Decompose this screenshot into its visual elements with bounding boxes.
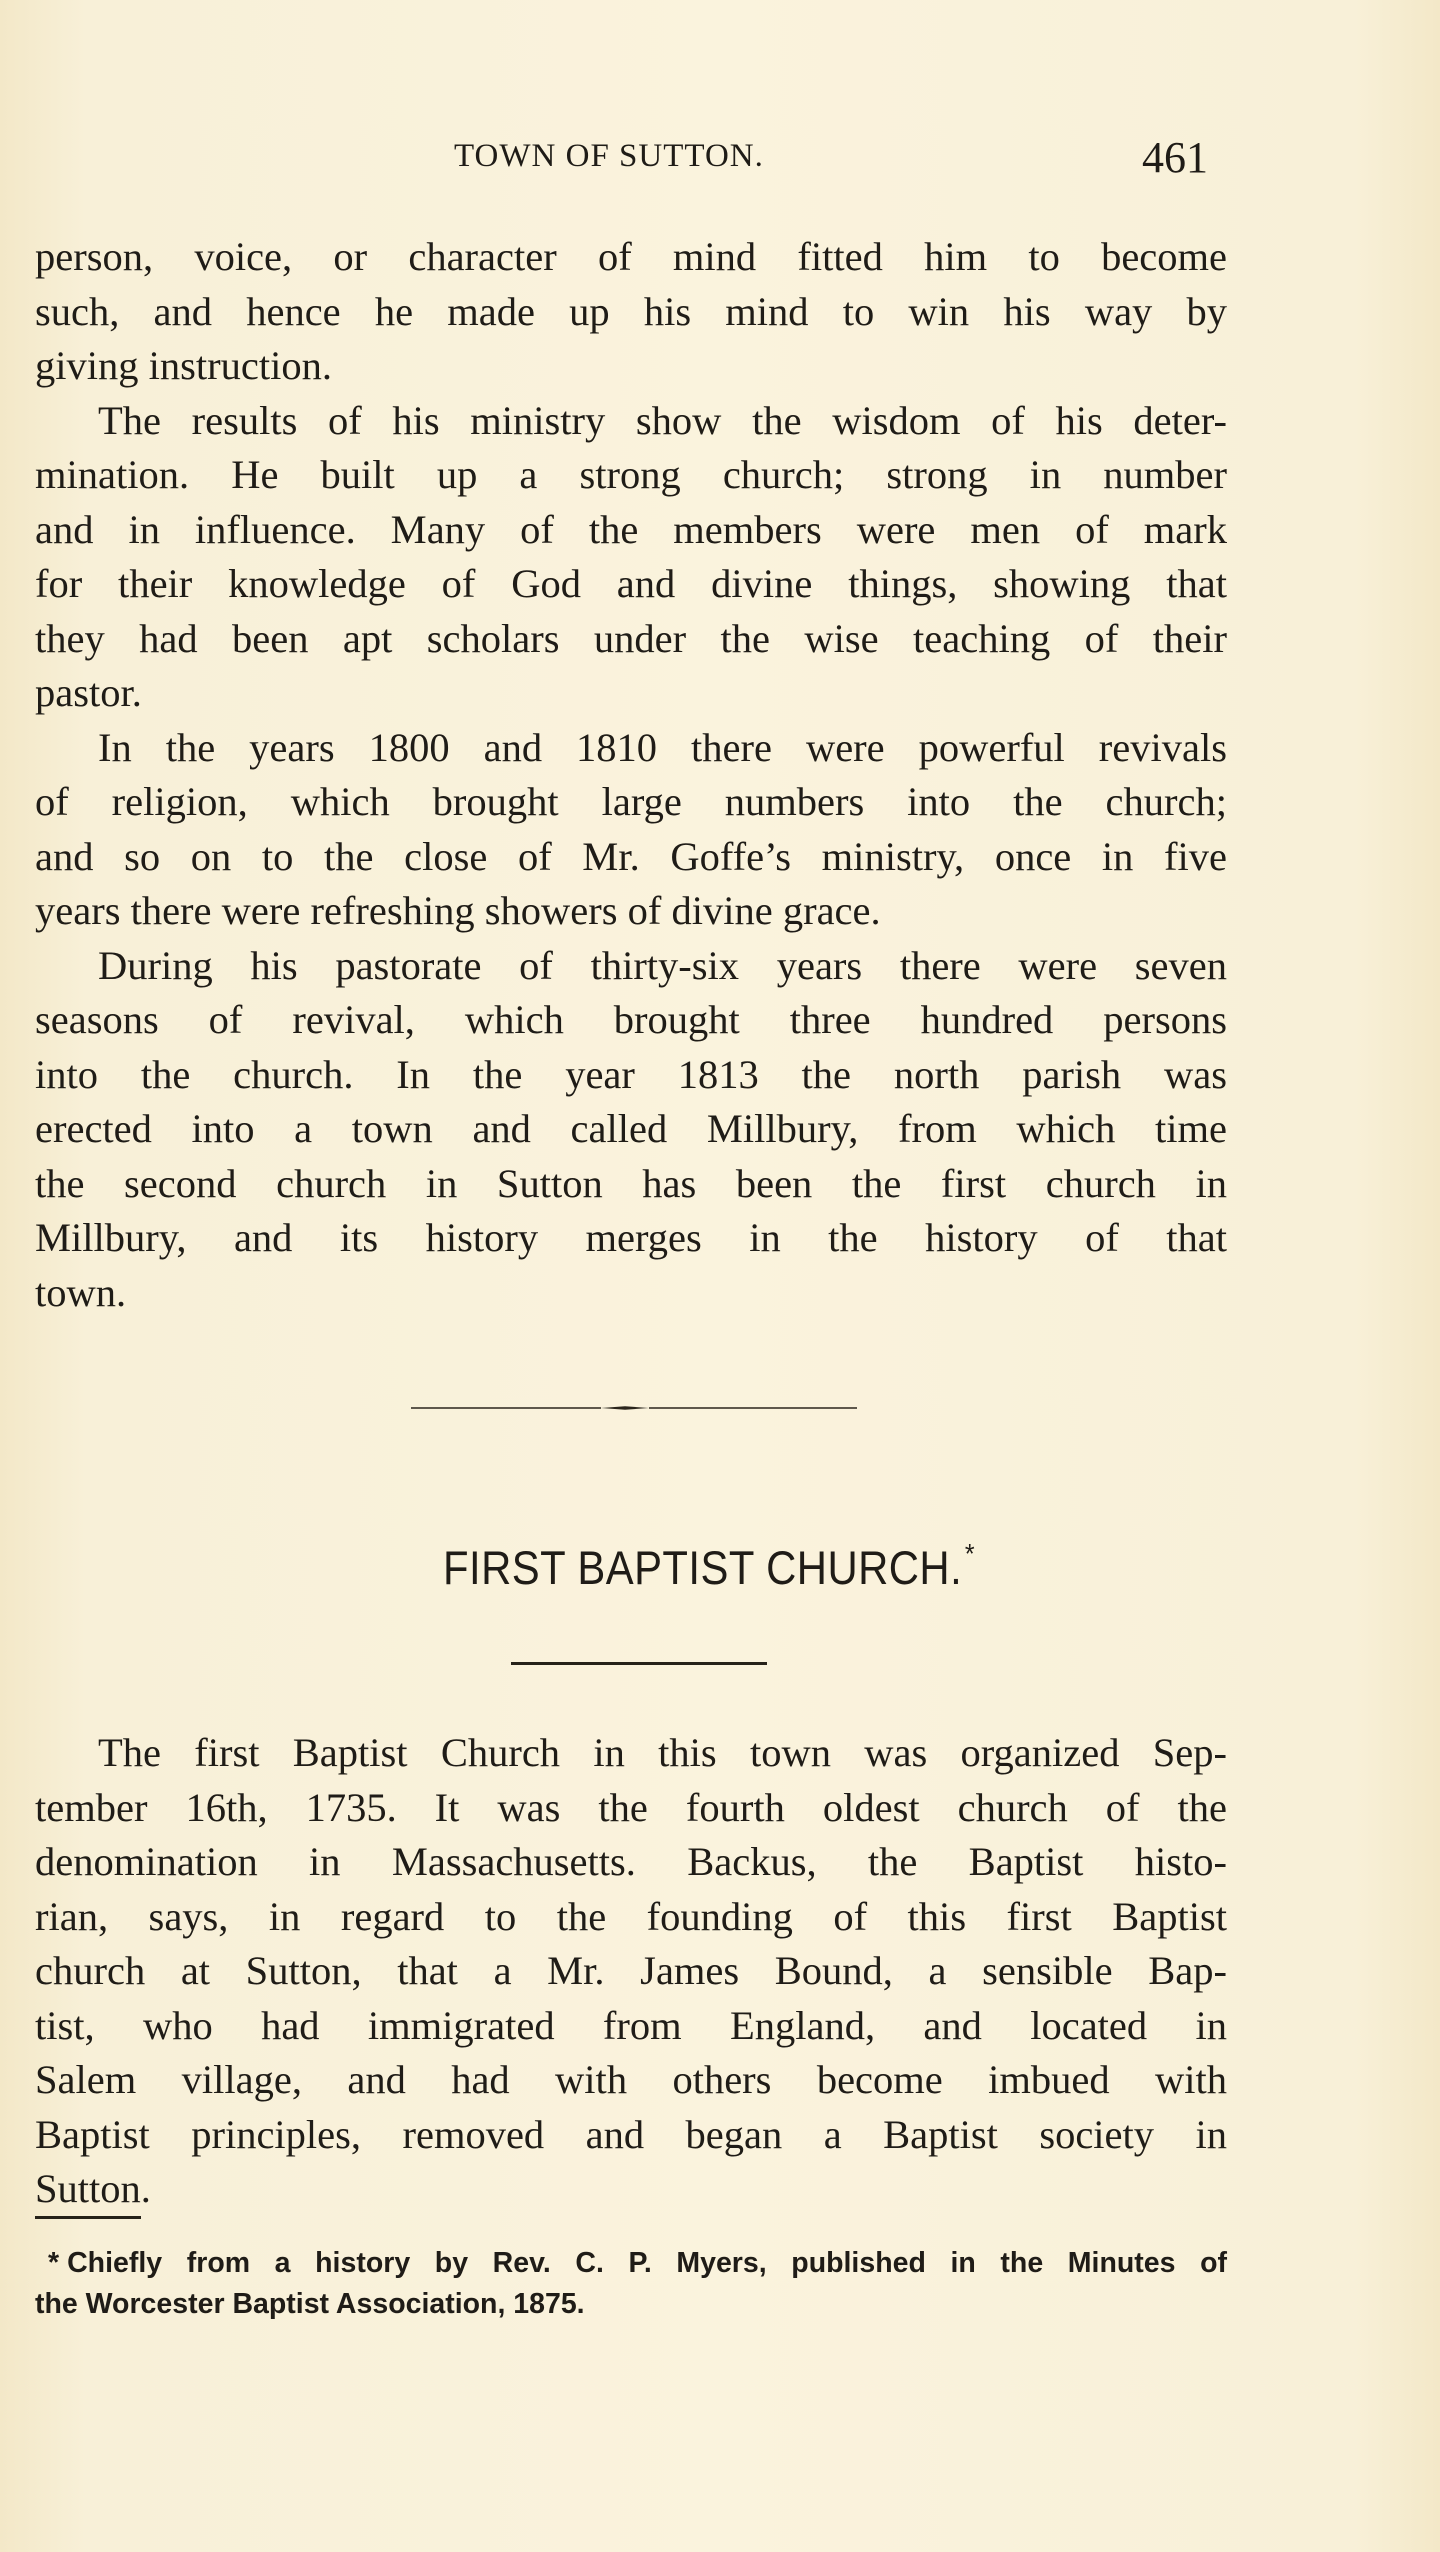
footnote-rule [35,2216,141,2219]
text-line: pastor. [35,670,142,715]
footnote-marker: * [48,2247,60,2279]
text-line: The first Baptist Church in this town was organized Sep- [98,1730,1227,1775]
text-line: erected into a town and called Millbury, from which time [35,1106,1227,1151]
running-title: TOWN OF SUTTON. [454,138,764,174]
continuation-text [35,230,1227,1320]
text-line: person, voice, or character of mind fitted him to become [35,234,1227,279]
text-line: tist, who had immigrated from England, and located in [35,2002,1227,2048]
text-line: The results of his ministry show the wisdom of his deter- [98,397,1227,443]
footnote-reference: * [964,1538,975,1569]
text-line: years there were refreshing showers of divine grace. [35,888,881,933]
text-line: seasons of revival, which brought three hundred persons [35,997,1227,1042]
text-line: In the years 1800 and 1810 there were powerful revivals [98,724,1227,770]
text-line: Baptist principles, removed and began a Baptist society in [35,2111,1227,2157]
page-number: 461 [1142,133,1208,182]
footnote [35,2243,1227,2325]
baptist-church-text [35,1726,1227,2217]
text-line: tember 16th, 1735. It was the fourth oldest church of the [35,1784,1227,1830]
running-header [0,132,1440,182]
text-line: town. [35,1269,127,1315]
text-line: denomination in Massachusetts. Backus, the Baptist histo- [35,1839,1227,1884]
text-line: the second church in Sutton has been the first church in [35,1160,1227,1206]
text-line: into the church. In the year 1813 the north parish was [35,1051,1227,1097]
text-line: mination. He built up a strong church; strong in number [35,452,1227,497]
section-heading-text: FIRST BAPTIST CHURCH. [443,1541,963,1594]
text-line: During his pastorate of thirty-six years there were seven [98,942,1227,988]
heading-rule [511,1662,767,1665]
section-heading [68,1538,1350,1595]
text-line: Millbury, and its history merges in the history of that [35,1215,1227,1260]
text-line: Sutton. [35,2166,151,2211]
text-line: giving instruction. [35,343,332,388]
text-line: for their knowledge of God and divine things, showing that [35,561,1227,606]
footnote-text: Chiefly from a history by Rev. C. P. Myers, published in the Minutes of [67,2247,1227,2279]
text-line: and so on to the close of Mr. Goffe’s ministry, once in five [35,833,1227,879]
section-divider-ornament [411,1404,857,1412]
divider-rule-icon [411,1404,857,1412]
text-line: church at Sutton, that a Mr. James Bound, a sensible Bap- [35,1948,1227,1993]
text-line: and in influence. Many of the members were men of mark [35,506,1227,552]
text-line: Salem village, and had with others become imbued with [35,2057,1227,2102]
text-line: such, and hence he made up his mind to win his way by [35,288,1227,334]
footnote-line [35,2243,1227,2284]
footnote-line: the Worcester Baptist Association, 1875. [35,2288,585,2320]
text-line: of religion, which brought large numbers into the church; [35,779,1227,824]
text-line: they had been apt scholars under the wise teaching of their [35,615,1227,661]
text-line: rian, says, in regard to the founding of this first Baptist [35,1893,1227,1939]
